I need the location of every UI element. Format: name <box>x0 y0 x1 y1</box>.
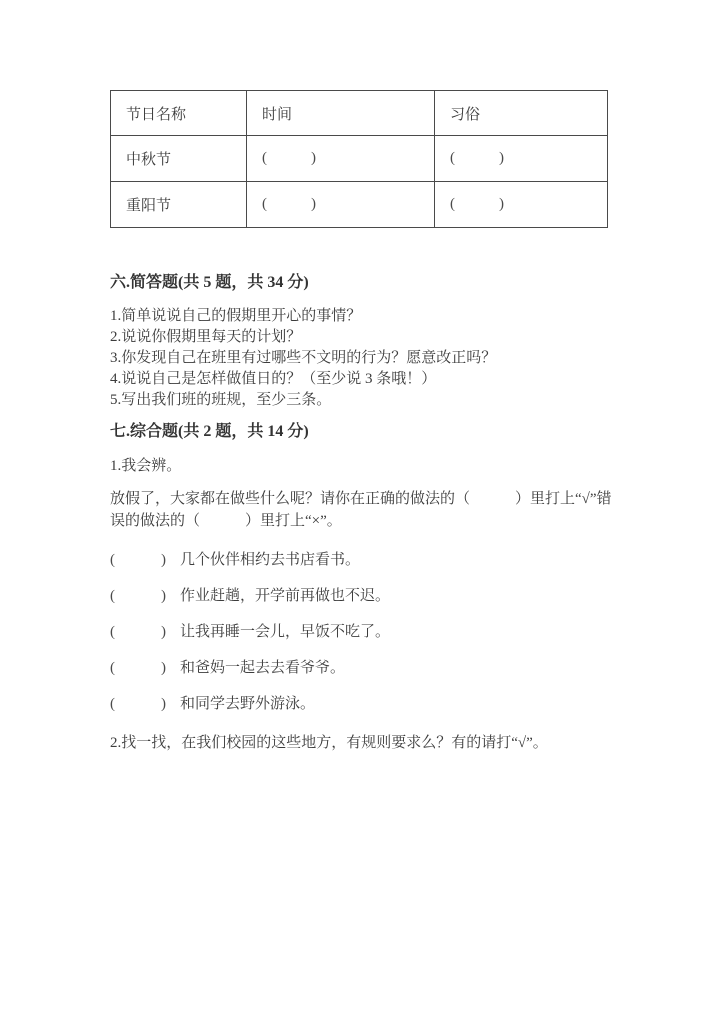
time-blank-cell <box>247 182 435 228</box>
answer-blank: ( ) <box>110 660 166 676</box>
answer-blank: ( ) <box>450 150 504 166</box>
answer-blank: ( ) <box>110 552 166 568</box>
custom-blank-cell <box>435 182 608 228</box>
check-item-text: 和同学去野外游泳。 <box>180 696 316 712</box>
question-item: 4.说说自己是怎样做值日的？（至少说 3 条哦！） <box>110 371 437 387</box>
section6-question-list <box>110 306 612 411</box>
answer-blank: ( ) <box>110 588 166 604</box>
check-item-text: 和爸妈一起去去看爷爷。 <box>180 660 346 676</box>
answer-blank: ( ) <box>110 624 166 640</box>
answer-blank: ( ) <box>450 196 504 212</box>
table-header-time: 时间 <box>247 91 435 136</box>
check-item-text: 几个伙伴相约去书店看书。 <box>180 552 361 568</box>
answer-blank: ( ) <box>262 150 316 166</box>
question-item: 3.你发现自己在班里有过哪些不文明的行为？愿意改正吗？ <box>110 350 497 366</box>
check-item <box>110 586 612 607</box>
check-item <box>110 658 612 679</box>
check-item-text: 作业赶趟，开学前再做也不迟。 <box>180 588 391 604</box>
time-blank-cell <box>247 136 435 182</box>
answer-blank: ( ) <box>110 696 166 712</box>
check-item <box>110 622 612 643</box>
section7-q1-instruction: 放假了，大家都在做些什么呢？请你在正确的做法的（ ）里打上“√”错误的做法的（ ）里打上“×”。 <box>110 491 612 529</box>
table-header-custom: 习俗 <box>435 91 608 136</box>
festival-name-cell: 重阳节 <box>111 182 247 228</box>
answer-blank: ( ) <box>262 196 316 212</box>
section7-heading: 七.综合题(共 2 题，共 14 分) <box>110 423 309 440</box>
question-item: 1.简单说说自己的假期里开心的事情？ <box>110 308 362 324</box>
festival-table <box>110 90 608 228</box>
custom-blank-cell <box>435 136 608 182</box>
question-item: 5.写出我们班的班规，至少三条。 <box>110 392 332 408</box>
section7-q2-text: 2.找一找，在我们校园的这些地方，有规则要求么？有的请打“√”。 <box>110 735 548 751</box>
table-row <box>111 182 608 228</box>
table-header-row <box>111 91 608 136</box>
section7-q1-title: 1.我会辨。 <box>110 458 182 474</box>
section6-heading: 六.简答题(共 5 题，共 34 分) <box>110 274 309 291</box>
check-item <box>110 694 612 715</box>
question-item: 2.说说你假期里每天的计划？ <box>110 329 302 345</box>
check-item <box>110 550 612 571</box>
table-row <box>111 136 608 182</box>
check-item-text: 让我再睡一会儿，早饭不吃了。 <box>180 624 391 640</box>
worksheet-content <box>110 90 612 754</box>
festival-name-cell: 中秋节 <box>111 136 247 182</box>
table-header-festival-name: 节日名称 <box>111 91 247 136</box>
section7-check-items <box>110 550 612 715</box>
